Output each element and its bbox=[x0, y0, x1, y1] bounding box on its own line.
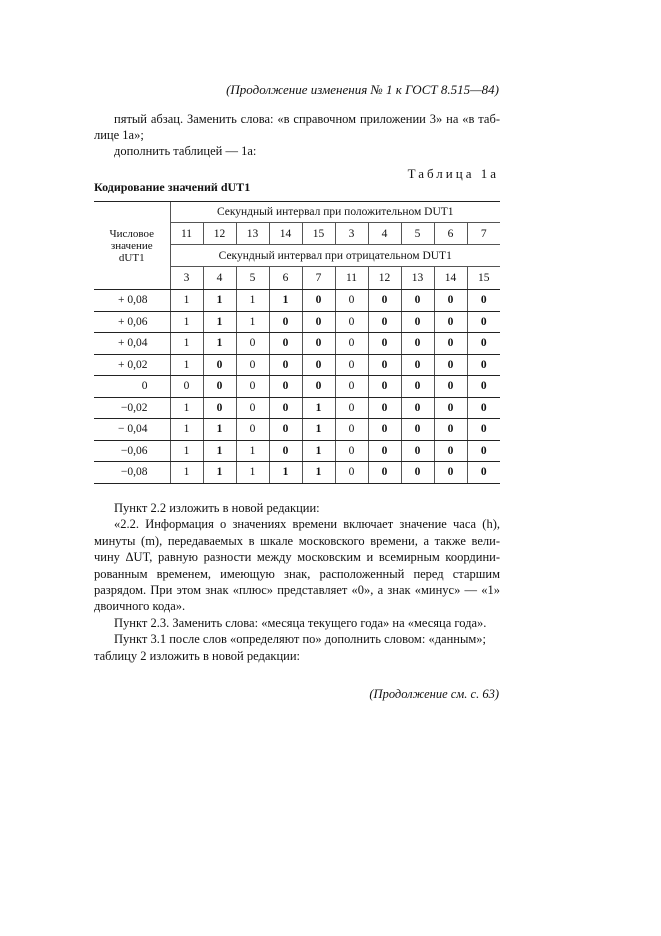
table-cell: 0 bbox=[269, 440, 302, 462]
corner-label-line: Числовое bbox=[109, 227, 155, 240]
table-cell: 0 bbox=[467, 397, 500, 419]
table-cell: 0 bbox=[236, 333, 269, 355]
table-cell: 0 bbox=[401, 333, 434, 355]
table-cell: 0 bbox=[434, 419, 467, 441]
table-cell: 1 bbox=[170, 354, 203, 376]
table-cell: 0 bbox=[269, 354, 302, 376]
table-cell: 1 bbox=[302, 397, 335, 419]
table-cell: 1 bbox=[236, 462, 269, 484]
body-paragraph: Пункт 2.2 изложить в новой редакции: bbox=[114, 501, 320, 515]
table-cell: 0 bbox=[401, 419, 434, 441]
second-header-cell: 12 bbox=[203, 223, 236, 245]
second-header-cell: 11 bbox=[170, 223, 203, 245]
table-row bbox=[94, 462, 500, 484]
table-cell: 0 bbox=[434, 333, 467, 355]
table-cell: 1 bbox=[269, 290, 302, 312]
corner-header bbox=[94, 202, 170, 290]
negative-header: Секундный интервал при отрицательном DUT1 bbox=[170, 245, 500, 267]
row-value-label: −0,02 bbox=[94, 397, 170, 419]
table-cell: 0 bbox=[434, 397, 467, 419]
table-cell: 0 bbox=[335, 397, 368, 419]
second-header-cell: 3 bbox=[170, 267, 203, 290]
table-cell: 0 bbox=[302, 311, 335, 333]
table-cell: 0 bbox=[401, 462, 434, 484]
table-cell: 0 bbox=[434, 311, 467, 333]
table-cell: 0 bbox=[236, 376, 269, 398]
table-cell: 0 bbox=[401, 440, 434, 462]
table-row bbox=[94, 419, 500, 441]
table-cell: 0 bbox=[302, 376, 335, 398]
row-value-label: + 0,02 bbox=[94, 354, 170, 376]
table-row bbox=[94, 333, 500, 355]
second-header-cell: 4 bbox=[203, 267, 236, 290]
table-cell: 0 bbox=[467, 419, 500, 441]
table-cell: 0 bbox=[368, 397, 401, 419]
table-cell: 0 bbox=[269, 397, 302, 419]
second-header-cell: 6 bbox=[434, 223, 467, 245]
table-cell: 0 bbox=[203, 397, 236, 419]
table-cell: 1 bbox=[302, 419, 335, 441]
table-cell: 0 bbox=[434, 290, 467, 312]
body-paragraph: Пункт 3.1 после слов «определяют по» дополнить словом: «данным»; bbox=[114, 632, 487, 647]
table-row bbox=[94, 376, 500, 398]
table-cell: 0 bbox=[269, 311, 302, 333]
intro-paragraph: пятый абзац. Заменить слова: «в справочном приложении 3» на «в таб-лице 1а»; bbox=[94, 112, 500, 142]
table-cell: 0 bbox=[335, 333, 368, 355]
table-cell: 1 bbox=[236, 440, 269, 462]
table-cell: 0 bbox=[401, 290, 434, 312]
table-cell: 0 bbox=[269, 333, 302, 355]
row-value-label: −0,06 bbox=[94, 440, 170, 462]
table-cell: 1 bbox=[170, 419, 203, 441]
intro-text bbox=[94, 111, 500, 159]
table-cell: 0 bbox=[434, 462, 467, 484]
table-cell: 1 bbox=[302, 462, 335, 484]
table-cell: 1 bbox=[170, 333, 203, 355]
table-cell: 0 bbox=[236, 354, 269, 376]
body-text bbox=[94, 500, 500, 664]
table-row bbox=[94, 440, 500, 462]
second-header-cell: 6 bbox=[269, 267, 302, 290]
table-cell: 0 bbox=[368, 354, 401, 376]
table-cell: 1 bbox=[203, 419, 236, 441]
table-cell: 1 bbox=[203, 462, 236, 484]
table-cell: 0 bbox=[467, 333, 500, 355]
table-cell: 1 bbox=[203, 333, 236, 355]
table-title: Кодирование значений dUT1 bbox=[94, 180, 251, 194]
second-header-cell: 7 bbox=[302, 267, 335, 290]
table-cell: 0 bbox=[302, 354, 335, 376]
table-cell: 0 bbox=[368, 311, 401, 333]
table-cell: 0 bbox=[203, 376, 236, 398]
table-cell: 0 bbox=[467, 354, 500, 376]
table-cell: 0 bbox=[269, 376, 302, 398]
second-header-cell: 11 bbox=[335, 267, 368, 290]
table-cell: 0 bbox=[269, 419, 302, 441]
table-row bbox=[94, 397, 500, 419]
table-cell: 1 bbox=[302, 440, 335, 462]
table-cell: 0 bbox=[236, 419, 269, 441]
row-value-label: + 0,04 bbox=[94, 333, 170, 355]
table-cell: 0 bbox=[368, 290, 401, 312]
table-cell: 0 bbox=[368, 333, 401, 355]
table-cell: 1 bbox=[170, 440, 203, 462]
second-header-cell: 7 bbox=[467, 223, 500, 245]
table-cell: 0 bbox=[434, 440, 467, 462]
positive-header: Секундный интервал при положительном DUT1 bbox=[170, 202, 500, 223]
table-cell: 0 bbox=[467, 440, 500, 462]
table-cell: 1 bbox=[170, 290, 203, 312]
table-cell: 1 bbox=[170, 462, 203, 484]
table-cell: 1 bbox=[203, 311, 236, 333]
table-cell: 0 bbox=[335, 354, 368, 376]
table-cell: 0 bbox=[302, 290, 335, 312]
table-cell: 0 bbox=[335, 440, 368, 462]
second-header-cell: 4 bbox=[368, 223, 401, 245]
corner-label-line: значение bbox=[110, 239, 153, 252]
body-paragraph: таблицу 2 изложить в новой редакции: bbox=[94, 648, 300, 663]
table-cell: 0 bbox=[401, 311, 434, 333]
table-cell: 0 bbox=[401, 376, 434, 398]
table-row bbox=[94, 311, 500, 333]
table-cell: 0 bbox=[467, 290, 500, 312]
second-header-cell: 13 bbox=[236, 223, 269, 245]
table-cell: 1 bbox=[170, 311, 203, 333]
table-cell: 0 bbox=[434, 376, 467, 398]
row-value-label: + 0,08 bbox=[94, 290, 170, 312]
row-value-label: − 0,04 bbox=[94, 419, 170, 441]
intro-paragraph: дополнить таблицей — 1а: bbox=[114, 144, 257, 158]
body-paragraph: Пункт 2.3. Заменить слова: «месяца текущего года» на «месяца года». bbox=[114, 615, 487, 630]
table-cell: 0 bbox=[368, 376, 401, 398]
table-row bbox=[94, 290, 500, 312]
row-value-label: + 0,06 bbox=[94, 311, 170, 333]
row-value-label: 0 bbox=[94, 376, 170, 398]
table-row bbox=[94, 354, 500, 376]
table-cell: 1 bbox=[236, 311, 269, 333]
table-cell: 0 bbox=[335, 290, 368, 312]
table-cell: 0 bbox=[434, 354, 467, 376]
table-cell: 0 bbox=[203, 354, 236, 376]
second-header-cell: 15 bbox=[302, 223, 335, 245]
table-cell: 0 bbox=[302, 333, 335, 355]
second-header-cell: 5 bbox=[236, 267, 269, 290]
body-paragraph: «2.2. Информация о значениях времени включает значение часа (h), минуты (m), передаваемых в шкале московского времени, а также вели-чину ΔUT, равную разности между московским и всемирным координи-рованным временем, имеющую знак, расположенный перед старшим разрядом. При этом знак «плюс» представляет «0», а знак «минус» — «1» двоичного кода». bbox=[94, 517, 500, 614]
second-header-cell: 12 bbox=[368, 267, 401, 290]
table-cell: 1 bbox=[203, 290, 236, 312]
table-cell: 0 bbox=[335, 462, 368, 484]
second-header-cell: 5 bbox=[401, 223, 434, 245]
page-footer: (Продолжение см. с. 63) bbox=[369, 687, 499, 701]
table-cell: 0 bbox=[368, 419, 401, 441]
table-cell: 0 bbox=[335, 376, 368, 398]
page-header: (Продолжение изменения № 1 к ГОСТ 8.515—84) bbox=[226, 82, 499, 97]
table-cell: 0 bbox=[401, 354, 434, 376]
table-cell: 1 bbox=[236, 290, 269, 312]
second-header-cell: 14 bbox=[434, 267, 467, 290]
table-cell: 0 bbox=[467, 462, 500, 484]
table-cell: 0 bbox=[335, 311, 368, 333]
second-header-cell: 13 bbox=[401, 267, 434, 290]
table-cell: 0 bbox=[368, 440, 401, 462]
table-cell: 0 bbox=[467, 376, 500, 398]
table-cell: 0 bbox=[335, 419, 368, 441]
table-cell: 0 bbox=[170, 376, 203, 398]
second-header-cell: 14 bbox=[269, 223, 302, 245]
table-cell: 0 bbox=[368, 462, 401, 484]
table-cell: 1 bbox=[203, 440, 236, 462]
table-cell: 0 bbox=[401, 397, 434, 419]
table-label: Таблица 1а bbox=[407, 166, 499, 181]
table-cell: 1 bbox=[269, 462, 302, 484]
coding-table bbox=[94, 201, 500, 484]
second-header-cell: 3 bbox=[335, 223, 368, 245]
table-cell: 1 bbox=[170, 397, 203, 419]
second-header-cell: 15 bbox=[467, 267, 500, 290]
table-cell: 0 bbox=[236, 397, 269, 419]
row-value-label: −0,08 bbox=[94, 462, 170, 484]
corner-label-line: dUT1 bbox=[118, 251, 145, 264]
table-cell: 0 bbox=[467, 311, 500, 333]
